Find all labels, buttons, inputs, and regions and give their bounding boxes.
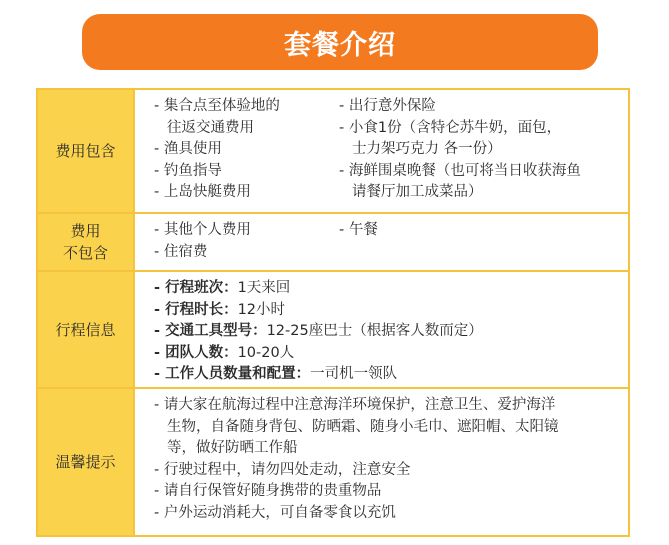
trip-info-content	[135, 272, 628, 387]
tip-item: - 户外运动消耗大，可自备零食以充饥	[154, 504, 396, 521]
list-item: - 住宿费	[154, 243, 208, 260]
fees-included-content	[135, 90, 628, 212]
tip-item: - 行驶过程中，请勿四处走动，注意安全	[154, 461, 411, 478]
row-trip-info	[38, 272, 628, 389]
page-title: 套餐介绍	[284, 29, 396, 61]
row-fees-excluded	[38, 214, 628, 272]
list-item: - 钓鱼指导	[154, 162, 222, 179]
tip-continuation: 生物，自备随身背包、防晒霜、随身小毛巾、遮阳帽、太阳镜	[167, 418, 559, 435]
list-item: - 小食1份（含特仑苏牛奶，面包，	[339, 119, 562, 136]
fees-excluded-col-b	[339, 220, 628, 270]
fees-included-col-b	[339, 96, 628, 212]
list-item-continuation: 士力架巧克力 各一份）	[352, 141, 502, 157]
package-table	[36, 88, 630, 537]
fees-excluded-col-a	[154, 220, 339, 270]
tips-content	[135, 389, 628, 535]
info-line: - 交通工具型号：12-25座巴士（根据客人数而定）	[154, 323, 483, 339]
list-item: - 海鲜围桌晚餐（也可将当日收获海鱼	[339, 162, 581, 179]
list-item: - 午餐	[339, 222, 378, 238]
info-line: - 行程班次：1天来回	[154, 280, 291, 296]
list-item: - 其他个人费用	[154, 222, 251, 238]
info-line: - 工作人员数量和配置：一司机一领队	[154, 366, 398, 382]
list-item-continuation: 往返交通费用	[167, 119, 254, 136]
row-tips	[38, 389, 628, 535]
title-banner	[82, 14, 598, 70]
fees-excluded-content	[135, 214, 628, 270]
info-line: - 行程时长：12小时	[154, 301, 286, 318]
list-item: - 集合点至体验地的	[154, 98, 280, 114]
row-label-tips: 温馨提示	[38, 389, 135, 535]
row-fees-included	[38, 90, 628, 214]
list-item: - 渔具使用	[154, 141, 222, 157]
tip-continuation: 等，做好防晒工作船	[167, 440, 298, 456]
tip-item: - 请自行保管好随身携带的贵重物品	[154, 483, 382, 499]
fees-included-col-a	[154, 96, 339, 212]
row-label-fees-included: 费用包含	[38, 90, 135, 212]
info-line: - 团队人数：10-20人	[154, 344, 295, 361]
list-item: - 上岛快艇费用	[154, 184, 251, 200]
list-item: - 出行意外保险	[339, 98, 436, 114]
list-item-continuation: 请餐厅加工成菜品）	[352, 184, 483, 200]
row-label-trip-info: 行程信息	[38, 272, 135, 387]
row-label-fees-excluded: 费用 不包含	[38, 214, 135, 270]
tip-item: - 请大家在航海过程中注意海洋环境保护，注意卫生、爱护海洋	[154, 397, 556, 413]
